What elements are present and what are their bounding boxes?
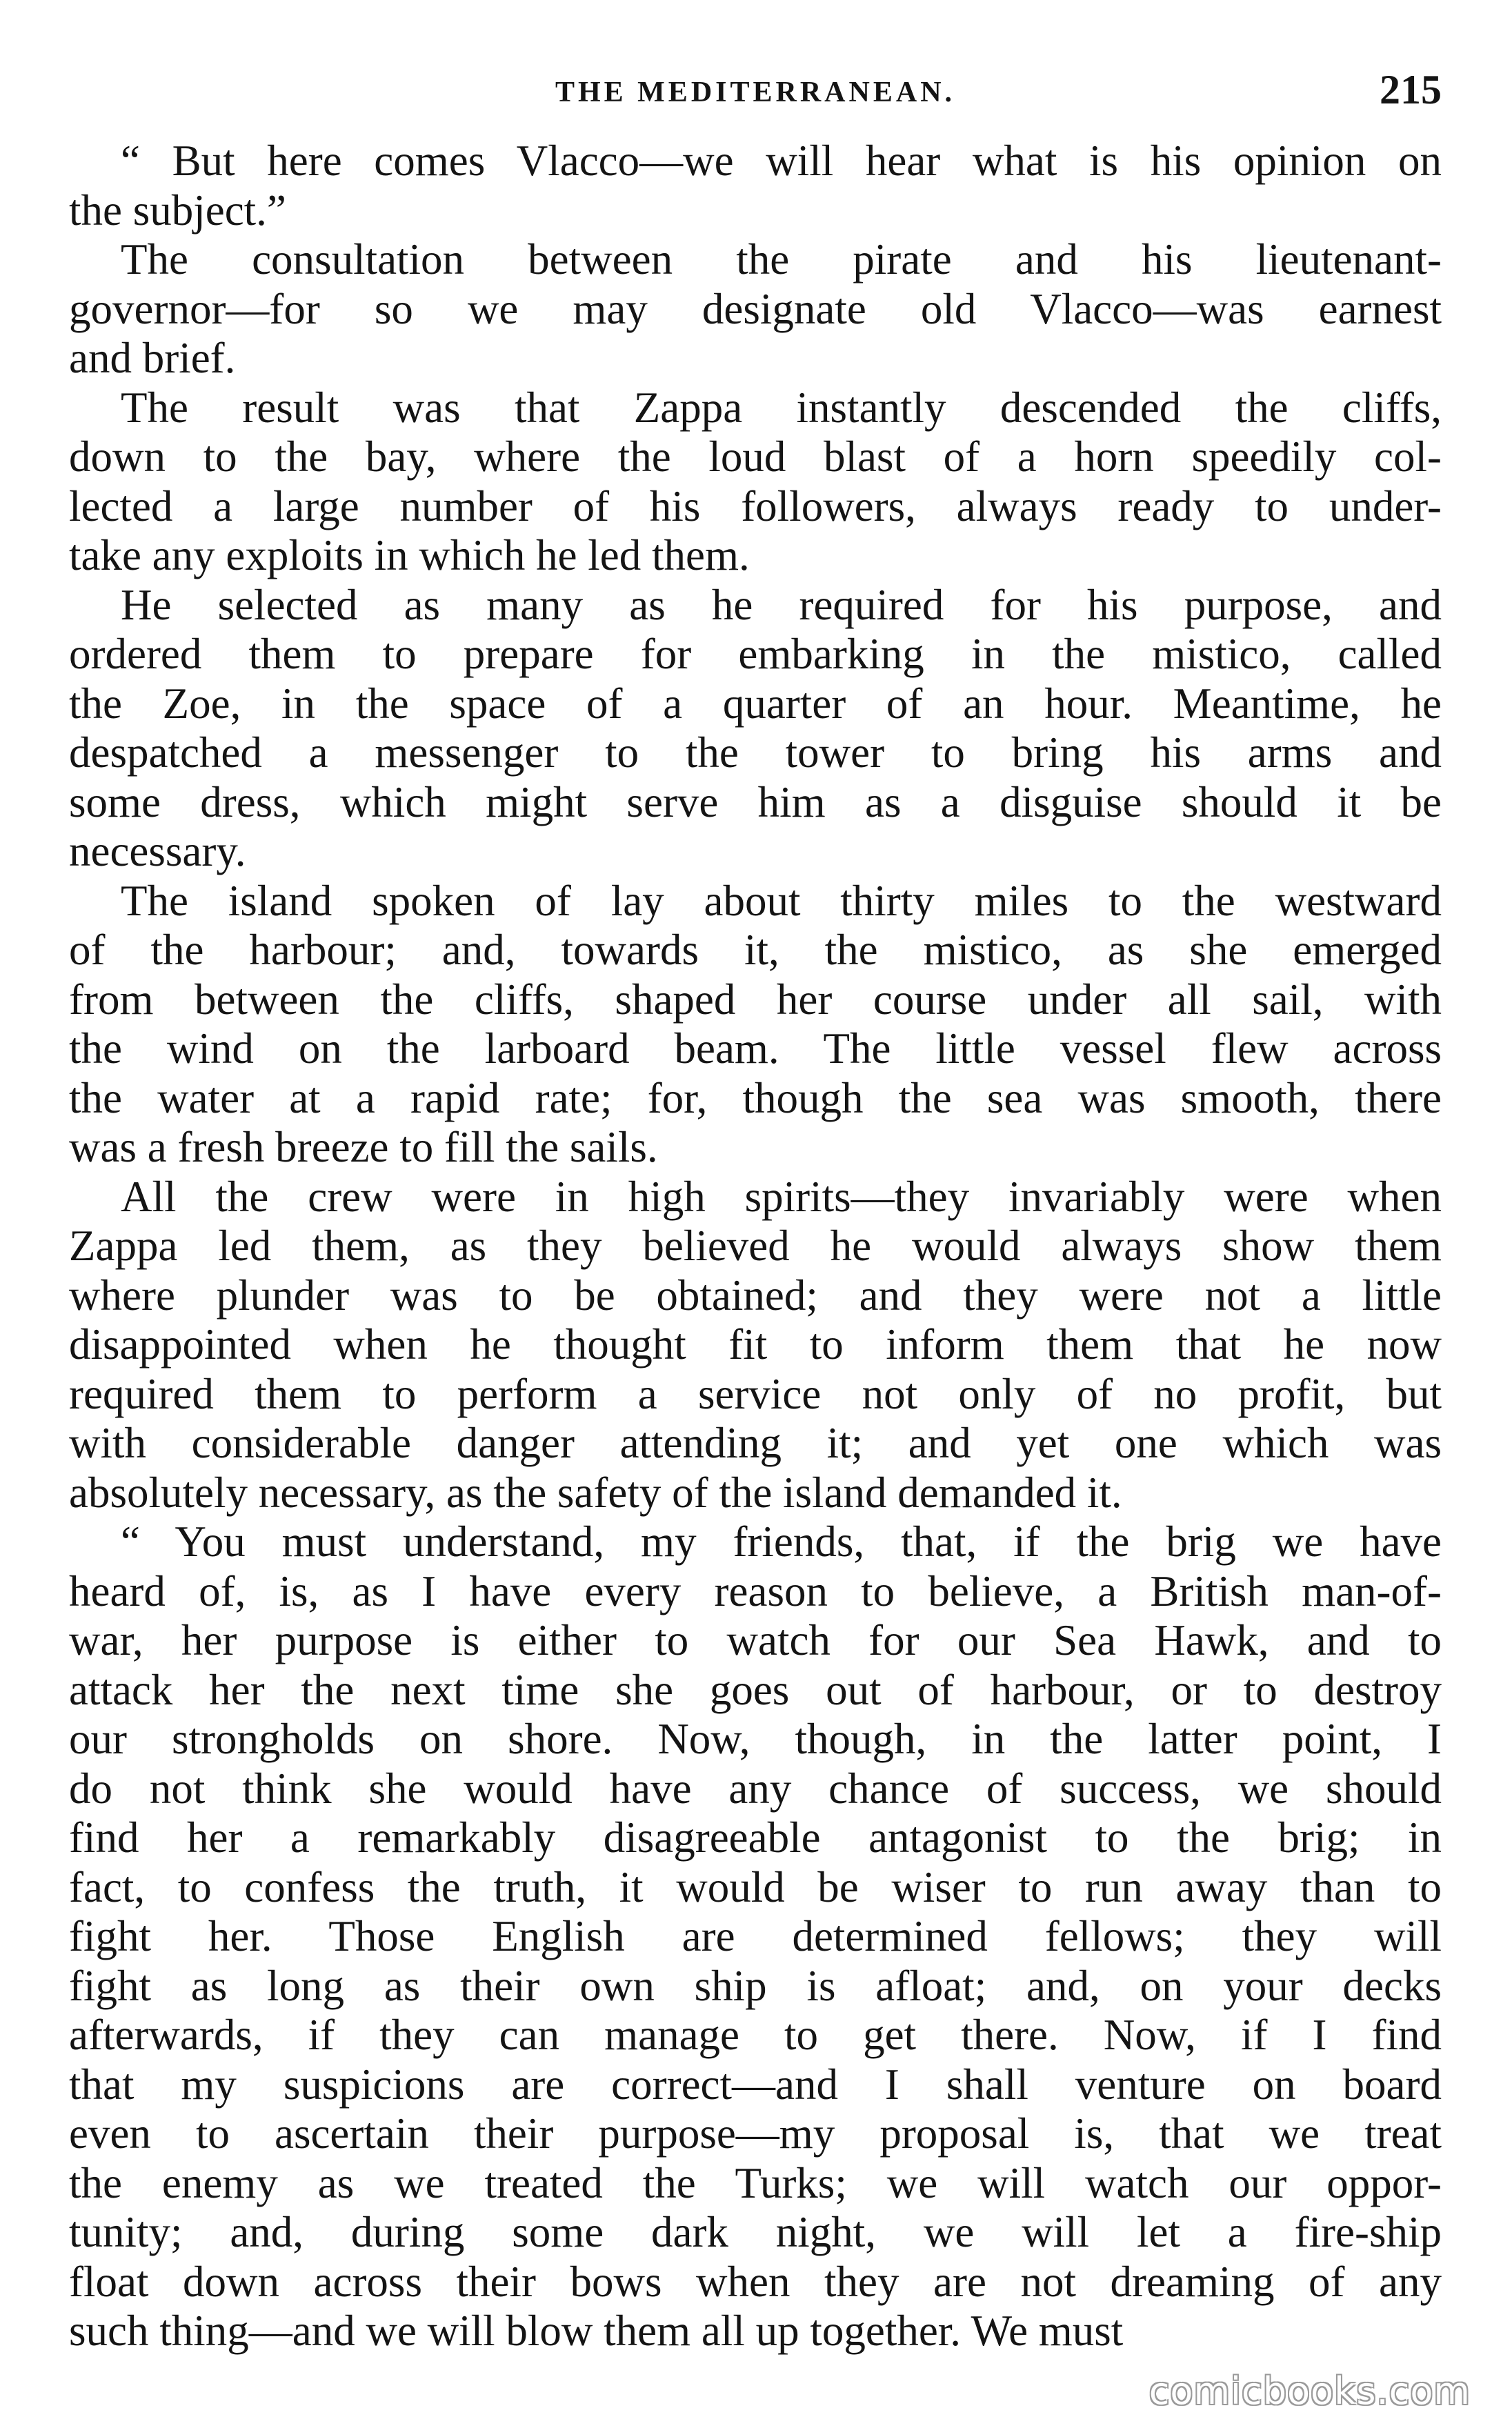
text-line: fight as long as their own ship is afloat; and, on your decks bbox=[69, 1961, 1442, 2010]
text-line: required them to perform a service not only of no profit, but bbox=[69, 1369, 1442, 1418]
text-line: the water at a rapid rate; for, though the sea was smooth, there bbox=[69, 1073, 1442, 1122]
text-line: our strongholds on shore. Now, though, in the latter point, I bbox=[69, 1715, 1442, 1763]
text-line: necessary. bbox=[69, 827, 246, 875]
text-line: governor—for so we may designate old Vlacco—was earnest bbox=[69, 284, 1442, 333]
paragraph bbox=[69, 235, 1442, 384]
text-line: the wind on the larboard beam. The little vessel flew across bbox=[69, 1024, 1442, 1073]
text-line: Zappa led them, as they believed he would always show them bbox=[69, 1222, 1442, 1270]
text-line: do not think she would have any chance of success, we should bbox=[69, 1764, 1442, 1813]
page-number: 215 bbox=[1380, 67, 1442, 112]
text-line: The result was that Zappa instantly descended the cliffs, bbox=[121, 383, 1442, 432]
text-line: disappointed when he thought fit to inform them that he now bbox=[69, 1320, 1442, 1369]
text-line: “ You must understand, my friends, that, if the brig we have bbox=[121, 1518, 1442, 1566]
paragraph bbox=[69, 1173, 1442, 1518]
text-line: ordered them to prepare for embarking in the mistico, called bbox=[69, 630, 1442, 678]
text-line: take any exploits in which he led them. bbox=[69, 531, 750, 579]
paragraph bbox=[69, 581, 1442, 877]
text-line: He selected as many as he required for his purpose, and bbox=[121, 580, 1442, 629]
text-line: fact, to confess the truth, it would be wiser to run away than to bbox=[69, 1862, 1442, 1911]
paragraph bbox=[69, 877, 1442, 1173]
text-line: of the harbour; and, towards it, the mistico, as she emerged bbox=[69, 926, 1442, 974]
text-line: down to the bay, where the loud blast of a horn speedily col- bbox=[69, 432, 1442, 481]
text-line: heard of, is, as I have every reason to believe, a British man-of- bbox=[69, 1566, 1442, 1615]
running-title: THE MEDITERRANEAN. bbox=[555, 77, 956, 108]
watermark: comicbooks.com bbox=[1148, 2369, 1471, 2413]
text-line: afterwards, if they can manage to get there. Now, if I find bbox=[69, 2011, 1442, 2059]
text-line: All the crew were in high spirits—they invariably were when bbox=[121, 1172, 1442, 1221]
text-line: attack her the next time she goes out of harbour, or to destroy bbox=[69, 1665, 1442, 1714]
paragraph bbox=[69, 137, 1442, 235]
text-line: that my suspicions are correct—and I shall venture on board bbox=[69, 2060, 1442, 2109]
book-page bbox=[69, 62, 1442, 2380]
text-line: and brief. bbox=[69, 334, 236, 382]
text-line: with considerable danger attending it; and yet one which was bbox=[69, 1419, 1442, 1467]
paragraph bbox=[69, 384, 1442, 581]
paragraph bbox=[69, 1518, 1442, 2356]
text-line: fight her. Those English are determined fellows; they will bbox=[69, 1912, 1442, 1960]
text-line: float down across their bows when they are not dreaming of any bbox=[69, 2257, 1442, 2306]
text-line: was a fresh breeze to fill the sails. bbox=[69, 1123, 658, 1171]
text-line: the Zoe, in the space of a quarter of an hour. Meantime, he bbox=[69, 679, 1442, 728]
text-line: The consultation between the pirate and his lieutenant- bbox=[121, 235, 1442, 283]
text-line: some dress, which might serve him as a disguise should it be bbox=[69, 777, 1442, 826]
text-line: absolutely necessary, as the safety of the island demanded it. bbox=[69, 1468, 1122, 1517]
text-line: the enemy as we treated the Turks; we will watch our oppor- bbox=[69, 2158, 1442, 2207]
text-line: where plunder was to be obtained; and they were not a little bbox=[69, 1271, 1442, 1320]
text-line: from between the cliffs, shaped her course under all sail, with bbox=[69, 975, 1442, 1024]
text-line: the subject.” bbox=[69, 186, 286, 235]
text-line: The island spoken of lay about thirty miles to the westward bbox=[121, 876, 1442, 925]
page-header bbox=[69, 62, 1442, 131]
text-line: tunity; and, during some dark night, we will let a fire-ship bbox=[69, 2208, 1442, 2256]
text-line: even to ascertain their purpose—my proposal is, that we treat bbox=[69, 2109, 1442, 2158]
text-line: find her a remarkably disagreeable antagonist to the brig; in bbox=[69, 1813, 1442, 1862]
text-line: lected a large number of his followers, always ready to under- bbox=[69, 481, 1442, 530]
text-line: despatched a messenger to the tower to bring his arms and bbox=[69, 728, 1442, 777]
body-text bbox=[69, 137, 1442, 2356]
text-line: war, her purpose is either to watch for our Sea Hawk, and to bbox=[69, 1616, 1442, 1664]
text-line: such thing—and we will blow them all up together. We must bbox=[69, 2307, 1124, 2355]
text-line: “ But here comes Vlacco—we will hear what is his opinion on bbox=[121, 137, 1442, 185]
